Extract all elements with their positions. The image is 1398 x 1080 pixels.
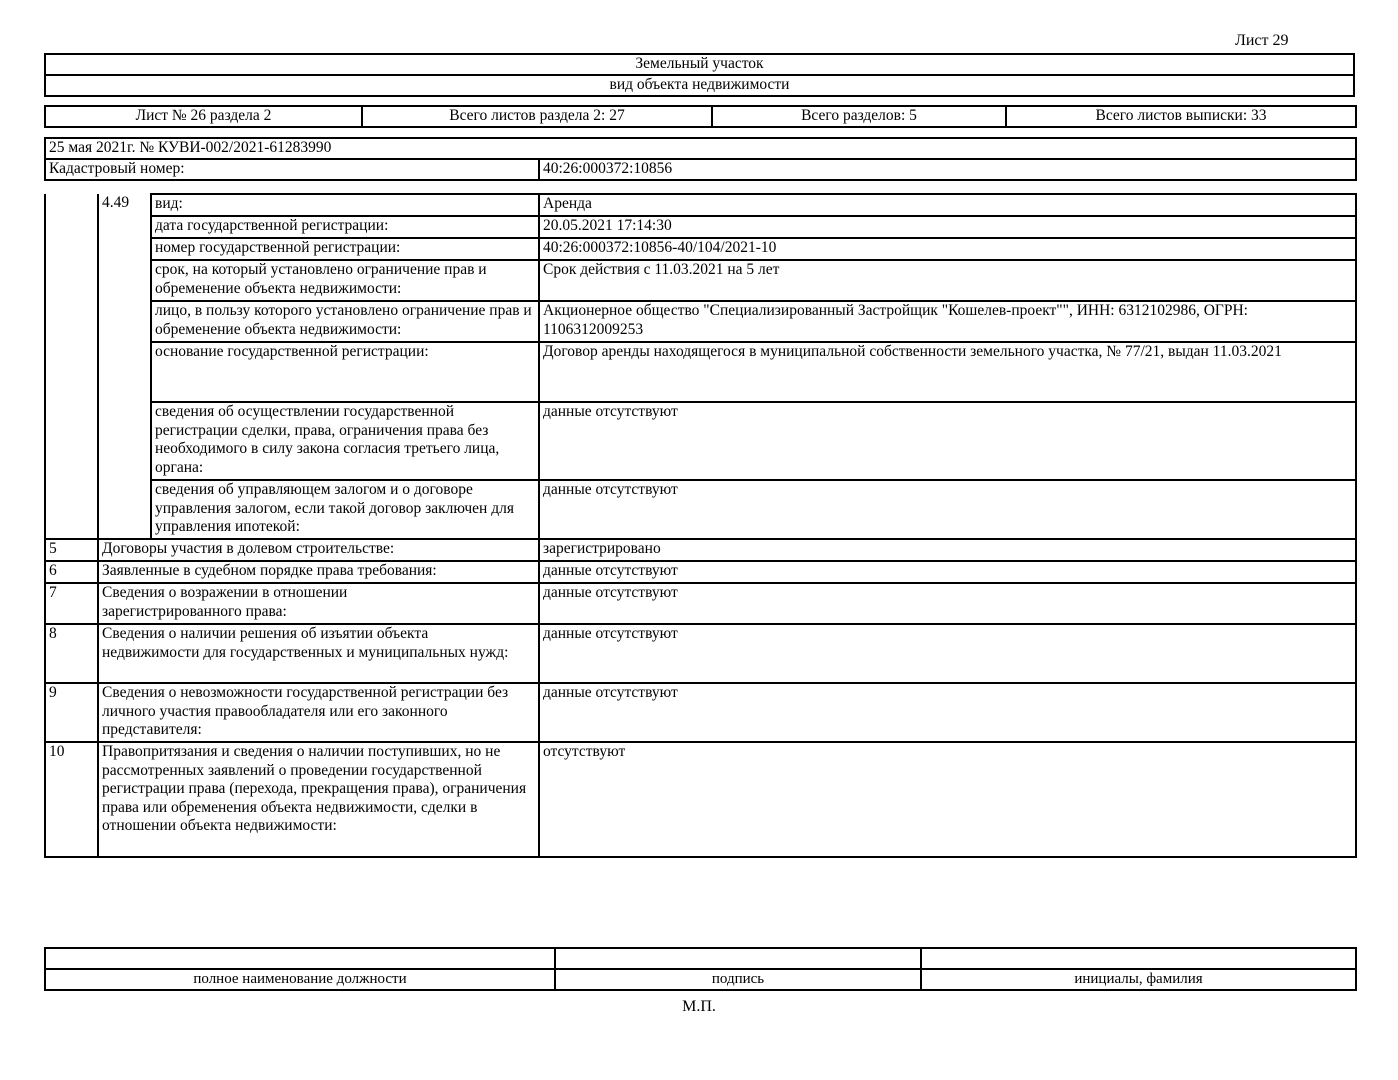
section-number: 5: [45, 539, 98, 561]
enc-value: 20.05.2021 17:14:30: [539, 216, 1356, 238]
section-value: данные отсутствуют: [539, 583, 1356, 624]
sheet-number: Лист 29: [1235, 32, 1289, 49]
section-label: Заявленные в судебном порядке права требования:: [98, 561, 539, 583]
position-caption: полное наименование должности: [45, 969, 555, 990]
section-value: зарегистрировано: [539, 539, 1356, 561]
section-number: 8: [45, 624, 98, 683]
name-field: [921, 948, 1356, 969]
enc-label: срок, на который установлено ограничение прав и обременение объекта недвижимости:: [151, 260, 539, 301]
signature-caption: подпись: [555, 969, 921, 990]
enc-value: Срок действия с 11.03.2021 на 5 лет: [539, 260, 1356, 301]
enc-value: данные отсутствуют: [539, 402, 1356, 480]
total-section-sheets: Всего листов раздела 2: 27: [362, 106, 712, 127]
section-label: Сведения о невозможности государственной регистрации без личного участия правообладателя или его законного представителя:: [98, 683, 539, 742]
total-extract-sheets: Всего листов выписки: 33: [1006, 106, 1356, 127]
section-4-cell: [45, 194, 98, 539]
object-type-caption: вид объекта недвижимости: [45, 75, 1354, 96]
enc-label: сведения об управляющем залогом и о договоре управления залогом, если такой договор заключен для управления ипотекой:: [151, 480, 539, 539]
section-label: Сведения о возражении в отношении зарегистрированного права:: [98, 583, 539, 624]
object-type-table: [44, 53, 1355, 97]
cadastral-value: 40:26:000372:10856: [539, 159, 1356, 180]
stamp-place: М.П.: [682, 998, 716, 1015]
section-number: 6: [45, 561, 98, 583]
section-value: отсутствуют: [539, 742, 1356, 857]
enc-label: вид:: [151, 194, 539, 216]
enc-label: дата государственной регистрации:: [151, 216, 539, 238]
position-field: [45, 948, 555, 969]
enc-label: лицо, в пользу которого установлено ограничение прав и обременение объекта недвижимости:: [151, 301, 539, 342]
signature-table: [44, 947, 1357, 991]
section-label: Сведения о наличии решения об изъятии объекта недвижимости для государственных и муниципальных нужд:: [98, 624, 539, 683]
section-number: 7: [45, 583, 98, 624]
enc-value: Договор аренды находящегося в муниципальной собственности земельного участка, № 77/21, выдан 11.03.2021: [539, 342, 1356, 402]
enc-label: сведения об осуществлении государственной регистрации сделки, права, ограничения права без необходимого в силу закона согласия третьего лица, органа:: [151, 402, 539, 480]
signature-field: [555, 948, 921, 969]
section-label: Правопритязания и сведения о наличии поступивших, но не рассмотренных заявлений о проведении государственной регистрации права (перехода, прекращения права), ограничения права или обременения объекта недвижимости, сделки в отношении объекта недвижимости:: [98, 742, 539, 857]
encumbrance-number: 4.49: [98, 194, 151, 539]
section-value: данные отсутствуют: [539, 624, 1356, 683]
object-type: Земельный участок: [45, 54, 1354, 75]
total-sections: Всего разделов: 5: [712, 106, 1006, 127]
enc-value: Акционерное общество "Специализированный Застройщик "Кошелев-проект"", ИНН: 6312102986, ОГРН: 1106312009253: [539, 301, 1356, 342]
enc-label: основание государственной регистрации:: [151, 342, 539, 402]
enc-value: Аренда: [539, 194, 1356, 216]
section-number: 10: [45, 742, 98, 857]
section-value: данные отсутствуют: [539, 683, 1356, 742]
document-info-table: [44, 137, 1357, 181]
cadastral-label: Кадастровый номер:: [45, 159, 539, 180]
enc-label: номер государственной регистрации:: [151, 238, 539, 260]
name-caption: инициалы, фамилия: [921, 969, 1356, 990]
section-label: Договоры участия в долевом строительстве:: [98, 539, 539, 561]
document-date-number: 25 мая 2021г. № КУВИ-002/2021-61283990: [45, 138, 1356, 159]
sheet-of-section: Лист № 26 раздела 2: [45, 106, 362, 127]
encumbrance-table: [44, 193, 1357, 858]
sheets-info-table: [44, 105, 1357, 128]
enc-value: 40:26:000372:10856-40/104/2021-10: [539, 238, 1356, 260]
section-value: данные отсутствуют: [539, 561, 1356, 583]
section-number: 9: [45, 683, 98, 742]
enc-value: данные отсутствуют: [539, 480, 1356, 539]
